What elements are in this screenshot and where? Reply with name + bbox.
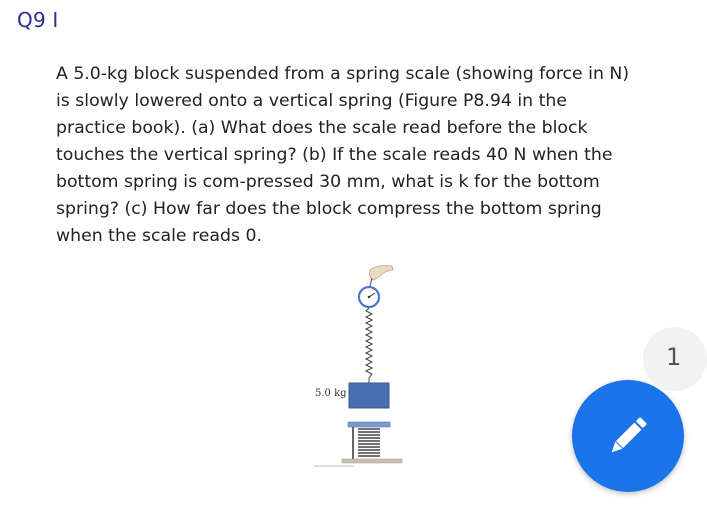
question-line: spring? (c) How far does the block compress the bottom spring — [56, 199, 602, 219]
hand-illustration — [370, 266, 394, 281]
question-line: bottom spring is com-pressed 30 mm, what is k for the bottom — [56, 172, 600, 192]
spring-scale-figure — [300, 262, 420, 474]
spring-top-plate — [348, 422, 390, 427]
question-line: A 5.0-kg block suspended from a spring scale (showing force in N) — [56, 64, 630, 84]
question-line: is slowly lowered onto a vertical spring (Figure P8.94 in the — [56, 91, 567, 111]
lower-spring — [358, 429, 380, 456]
pencil-edit-icon — [604, 412, 652, 460]
edit-button[interactable] — [572, 380, 684, 492]
question-line: practice book). (a) What does the scale read before the block — [56, 118, 588, 138]
spring-base — [342, 459, 402, 463]
question-line: touches the vertical spring? (b) If the scale reads 40 N when the — [56, 145, 613, 165]
spring-diagram — [300, 262, 420, 474]
page-indicator[interactable] — [643, 327, 707, 391]
block-mass-label: 5.0 kg — [315, 388, 347, 399]
question-number: Q9 I — [17, 8, 59, 32]
question-text — [56, 61, 668, 250]
page-number: 1 — [666, 343, 682, 371]
scale-hook — [370, 278, 372, 286]
upper-spring — [366, 308, 372, 378]
block — [349, 383, 389, 408]
question-line: when the scale reads 0. — [56, 226, 262, 246]
